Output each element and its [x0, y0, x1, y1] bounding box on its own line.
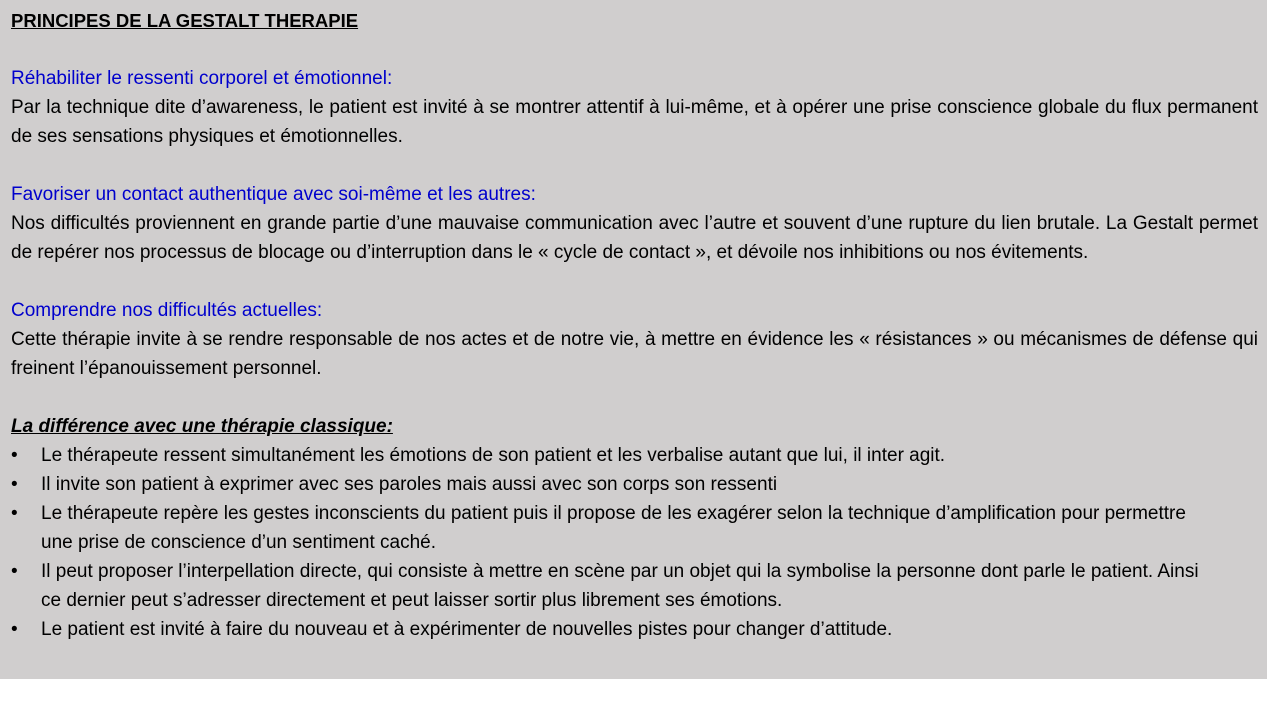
section-heading-difficultes: Comprendre nos difficultés actuelles:	[11, 300, 323, 321]
bullet-icon: •	[11, 503, 18, 524]
page-title: PRINCIPES DE LA GESTALT THERAPIE	[11, 10, 359, 31]
section-heading-ressenti: Réhabiliter le ressenti corporel et émotionnel:	[11, 68, 393, 89]
spacer	[11, 151, 1258, 180]
list-item-text: Il invite son patient à exprimer avec ses paroles mais aussi avec son corps son ressenti	[41, 474, 778, 495]
bullet-icon: •	[11, 474, 18, 495]
list-item-text: Le thérapeute ressent simultanément les émotions de son patient et les verbalise autant que lui, il inter agit.	[41, 445, 946, 466]
section-heading-contact: Favoriser un contact authentique avec soi-même et les autres:	[11, 184, 536, 205]
list-item-text: Le thérapeute repère les gestes inconscients du patient puis il propose de les exagérer selon la technique d’amplification pour permettre une prise de conscience d’un sentiment caché.	[41, 503, 1186, 553]
list-item	[11, 470, 1258, 499]
list-item-text: Il peut proposer l’interpellation directe, qui consiste à mettre en scène par un objet qui la symbolise la personne dont parle le patient. Ainsi ce dernier peut s’adresser directement et peut laisser sortir plus librement ses émotions.	[41, 561, 1199, 611]
slide-content	[11, 6, 1258, 644]
spacer	[11, 267, 1258, 296]
difference-list	[11, 441, 1258, 644]
bullet-icon: •	[11, 619, 18, 640]
bullet-icon: •	[11, 561, 18, 582]
section-body-contact: Nos difficultés proviennent en grande partie d’une mauvaise communication avec l’autre et souvent d’une rupture du lien brutale. La Gestalt permet de repérer nos processus de blocage ou d’interruption dans le « cycle de contact », et dévoile nos inhibitions ou nos évitements.	[11, 213, 1258, 263]
spacer	[11, 383, 1258, 412]
list-item-text: Le patient est invité à faire du nouveau et à expérimenter de nouvelles pistes pour changer d’attitude.	[41, 619, 893, 640]
spacer	[11, 35, 1258, 64]
section-body-difficultes: Cette thérapie invite à se rendre responsable de nos actes et de notre vie, à mettre en évidence les « résistances » ou mécanismes de défense qui freinent l’épanouissement personnel.	[11, 329, 1258, 379]
section-body-ressenti: Par la technique dite d’awareness, le patient est invité à se montrer attentif à lui-même, et à opérer une prise conscience globale du flux permanent de ses sensations physiques et émotionnelles.	[11, 97, 1258, 147]
list-item	[11, 499, 1258, 557]
list-item	[11, 557, 1258, 615]
difference-heading: La différence avec une thérapie classique:	[11, 416, 393, 437]
list-item	[11, 441, 1258, 470]
bullet-icon: •	[11, 445, 18, 466]
list-item	[11, 615, 1258, 644]
